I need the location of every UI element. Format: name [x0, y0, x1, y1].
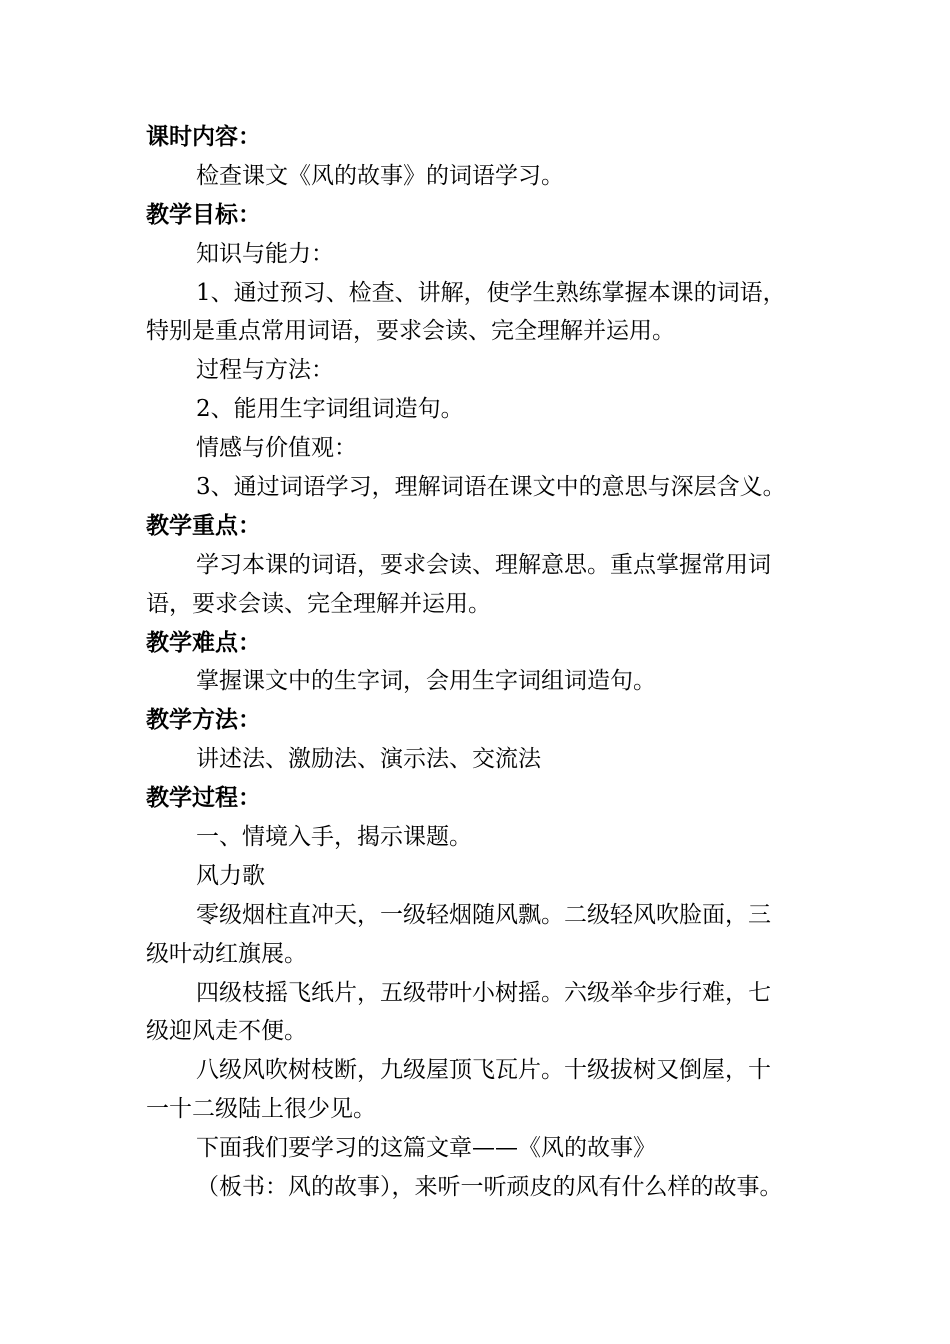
verse-2-line-1: 四级枝摇飞纸片，五级带叶小树摇。六级举伞步行难，七 [196, 979, 771, 1006]
song-title: 风力歌 [196, 862, 265, 889]
verse-2-line-2: 级迎风走不便。 [146, 1018, 307, 1045]
key-points-line-1: 学习本课的词语，要求会读、理解意思。重点掌握常用词 [196, 551, 771, 578]
class-content-text: 检查课文《风的故事》的词语学习。 [196, 162, 564, 189]
objective-item-1-line-2: 特别是重点常用词语，要求会读、完全理解并运用。 [146, 318, 675, 345]
verse-3-line-1: 八级风吹树枝断，九级屋顶飞瓦片。十级拔树又倒屋，十 [196, 1057, 771, 1084]
key-points-heading: 教学重点： [146, 512, 261, 539]
objective-item-1-line-1: 1、通过预习、检查、讲解，使学生熟练掌握本课的词语， [196, 279, 786, 306]
intro-line-2: （板书：风的故事），来听一听顽皮的风有什么样的故事。 [196, 1174, 783, 1201]
verse-1-line-2: 级叶动红旗展。 [146, 940, 307, 967]
verse-3-line-2: 一十二级陆上很少见。 [146, 1096, 376, 1123]
difficulties-heading: 教学难点： [146, 629, 261, 656]
class-content-heading: 课时内容： [146, 124, 261, 150]
methods-text: 讲述法、激励法、演示法、交流法 [196, 746, 541, 773]
objective-item-2: 2、能用生字词组词造句。 [196, 396, 464, 423]
intro-line-1: 下面我们要学习的这篇文章——《风的故事》 [196, 1135, 656, 1162]
objective-item-3: 3、通过词语学习，理解词语在课文中的意思与深层含义。 [196, 474, 786, 501]
difficulties-text: 掌握课文中的生字词，会用生字词组词造句。 [196, 668, 656, 695]
lesson-plan-document [146, 118, 816, 1207]
process-step-1: 一、情境入手，揭示课题。 [196, 824, 472, 851]
knowledge-label: 知识与能力： [196, 240, 334, 267]
key-points-line-2: 语，要求会读、完全理解并运用。 [146, 590, 491, 617]
objectives-heading: 教学目标： [146, 201, 261, 228]
process-heading: 教学过程： [146, 785, 261, 812]
process-method-label: 过程与方法： [196, 357, 334, 384]
emotion-value-label: 情感与价值观： [196, 435, 357, 462]
methods-heading: 教学方法： [146, 707, 261, 734]
verse-1-line-1: 零级烟柱直冲天，一级轻烟随风飘。二级轻风吹脸面，三 [196, 901, 771, 928]
